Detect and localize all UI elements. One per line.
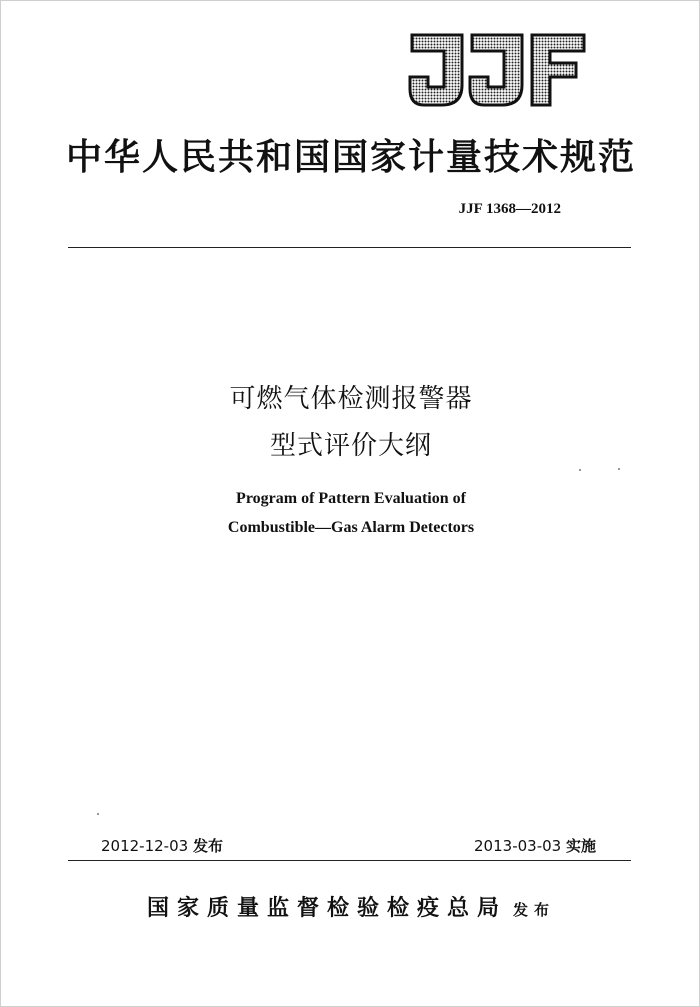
top-divider xyxy=(68,247,631,248)
scan-speck xyxy=(618,468,620,470)
jjf-logo xyxy=(406,31,588,109)
chinese-title-line1: 可燃气体检测报警器 xyxy=(229,384,473,414)
scan-speck xyxy=(97,813,99,815)
issuer-line xyxy=(1,891,700,922)
issue-date xyxy=(101,835,223,856)
chinese-title-line2: 型式评价大纲 xyxy=(269,431,432,461)
issuer-agency: 国家质量监督检验检疫总局 xyxy=(146,895,507,921)
publish-label: 发布 xyxy=(513,901,556,919)
standard-code: JJF 1368—2012 xyxy=(458,201,561,217)
scan-speck xyxy=(579,469,581,471)
effective-date-value: 2013-03-03 xyxy=(474,837,562,855)
english-title-line1: Program of Pattern Evaluation of xyxy=(236,490,466,507)
issue-label: 发布 xyxy=(192,837,223,855)
effective-date xyxy=(474,835,596,856)
bottom-divider xyxy=(68,860,631,861)
org-title: 中华人民共和国国家计量技术规范 xyxy=(65,136,636,178)
effective-label: 实施 xyxy=(565,837,596,855)
english-title-line2: Combustible—Gas Alarm Detectors xyxy=(227,519,475,536)
issue-date-value: 2012-12-03 xyxy=(101,837,189,855)
